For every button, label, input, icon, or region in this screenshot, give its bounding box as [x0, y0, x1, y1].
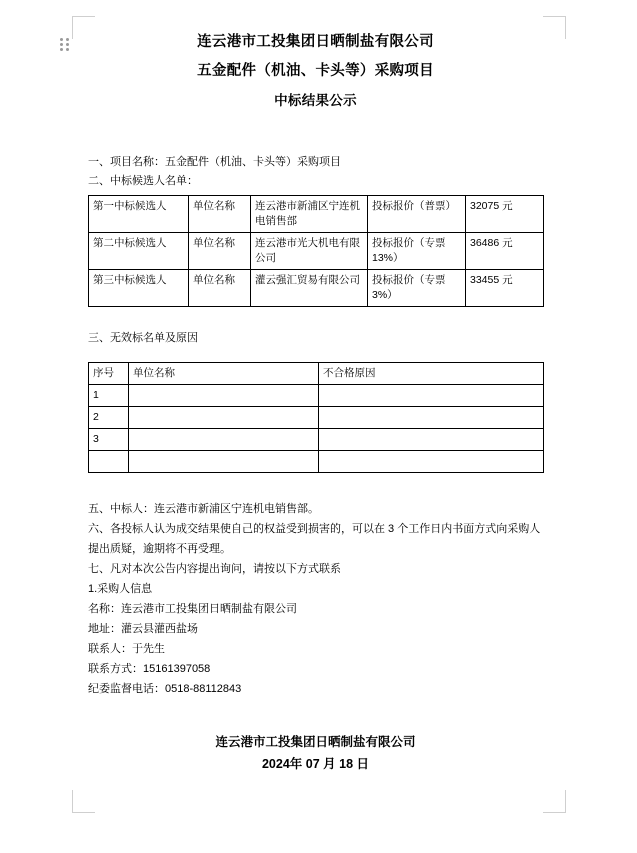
document-title	[88, 28, 543, 115]
bidder-unit-label: 单位名称	[189, 270, 251, 307]
document-content	[88, 28, 543, 775]
cell-reason	[319, 407, 544, 429]
purchaser-phone: 联系方式：15161397058	[88, 663, 211, 675]
bidder-price-label: 投标报价（专票3%）	[368, 270, 466, 307]
bidder-unit-label: 单位名称	[189, 233, 251, 270]
purchaser-address: 地址：灌云县灌西盐场	[88, 623, 198, 635]
dot	[66, 43, 69, 46]
purchaser-name: 名称：连云港市工投集团日晒制盐有限公司	[88, 603, 297, 615]
cell-unit	[129, 451, 319, 473]
dot	[60, 38, 63, 41]
discipline-phone: 纪委监督电话：0518-88112843	[88, 683, 242, 695]
crop-mark-bottom-right	[543, 790, 566, 813]
section-one-two	[88, 153, 543, 191]
dot	[66, 48, 69, 51]
dot	[60, 48, 63, 51]
cell-reason	[319, 385, 544, 407]
column-header-unit: 单位名称	[129, 363, 319, 385]
section-item-6: 六、各投标人认为成交结果使自己的权益受到损害的，可以在 3 个工作日内书面方式向采购人提出质疑，逾期将不再受理。	[88, 523, 541, 555]
drag-handle-icon[interactable]	[60, 38, 70, 52]
section-item-3: 三、无效标名单及原因	[88, 332, 198, 344]
dot	[66, 38, 69, 41]
bidder-unit-name: 连云港市光大机电有限公司	[251, 233, 368, 270]
cell-no: 2	[89, 407, 129, 429]
section-item-7: 七、凡对本次公告内容提出询问，请按以下方式联系	[88, 563, 341, 575]
column-header-reason: 不合格原因	[319, 363, 544, 385]
dot	[60, 43, 63, 46]
bidder-rank: 第二中标候选人	[89, 233, 189, 270]
purchaser-contact: 联系人：于先生	[88, 643, 165, 655]
bidder-price-value: 33455 元	[466, 270, 544, 307]
signature-date: 2024年 07 月 18 日	[261, 757, 369, 771]
table-row	[89, 407, 544, 429]
cell-unit	[129, 385, 319, 407]
table-row	[89, 451, 544, 473]
column-header-no: 序号	[89, 363, 129, 385]
bidder-price-value: 32075 元	[466, 196, 544, 233]
cell-reason	[319, 451, 544, 473]
table-row	[89, 196, 544, 233]
section-item-5: 五、中标人：连云港市新浦区宁连机电销售部。	[88, 503, 319, 515]
crop-mark-bottom-left	[72, 790, 95, 813]
cell-no	[89, 451, 129, 473]
cell-reason	[319, 429, 544, 451]
invalid-bids-table	[88, 362, 544, 473]
cell-no: 3	[89, 429, 129, 451]
title-line-3: 中标结果公示	[274, 93, 357, 108]
title-line-2: 五金配件（机油、卡头等）采购项目	[197, 63, 434, 79]
bidder-rank: 第一中标候选人	[89, 196, 189, 233]
table-row	[89, 233, 544, 270]
title-line-1: 连云港市工投集团日晒制盐有限公司	[197, 34, 434, 50]
bidders-table	[88, 195, 544, 307]
table-header-row	[89, 363, 544, 385]
bidder-unit-name: 灌云强汇贸易有限公司	[251, 270, 368, 307]
bidder-price-label: 投标报价（普票）	[368, 196, 466, 233]
bidder-price-label: 投标报价（专票13%）	[368, 233, 466, 270]
purchaser-heading: 1.采购人信息	[88, 583, 153, 595]
crop-mark-top-right	[543, 16, 566, 39]
bidder-unit-label: 单位名称	[189, 196, 251, 233]
cell-unit	[129, 429, 319, 451]
table-row	[89, 429, 544, 451]
section-item-2: 二、中标候选人名单：	[88, 175, 198, 187]
section-tail	[88, 499, 543, 699]
cell-unit	[129, 407, 319, 429]
table-row	[89, 385, 544, 407]
signature-company: 连云港市工投集团日晒制盐有限公司	[215, 735, 416, 749]
signature-block	[88, 731, 543, 775]
bidder-price-value: 36486 元	[466, 233, 544, 270]
table-row	[89, 270, 544, 307]
cell-no: 1	[89, 385, 129, 407]
bidder-unit-name: 连云港市新浦区宁连机电销售部	[251, 196, 368, 233]
bidder-rank: 第三中标候选人	[89, 270, 189, 307]
section-item-1: 一、项目名称：五金配件（机油、卡头等）采购项目	[88, 156, 341, 168]
